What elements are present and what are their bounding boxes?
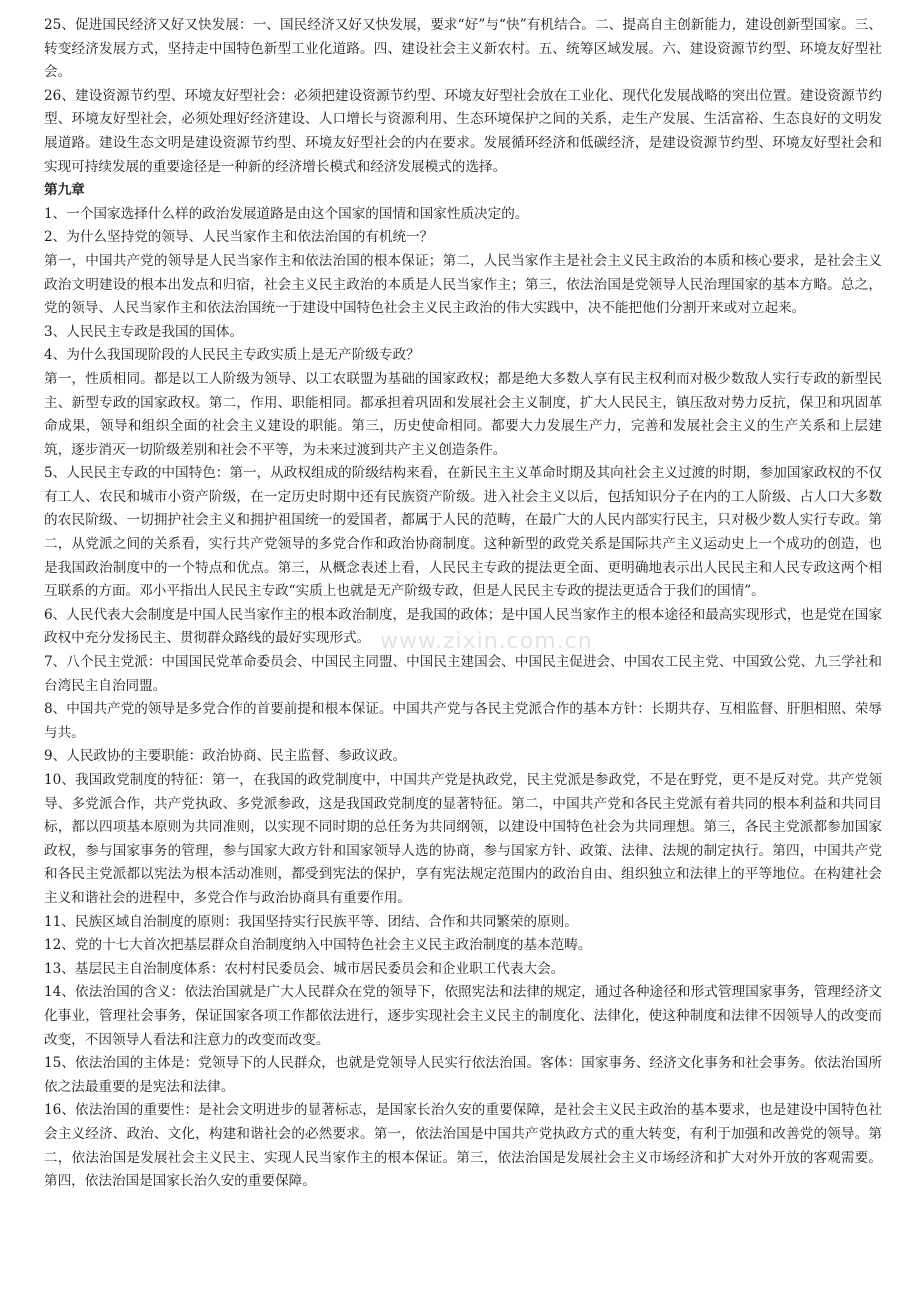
paragraph: 8、中国共产党的领导是多党合作的首要前提和根本保证。中国共产党与各民主党派合作的基本方针：长期共存、互相监督、肝胆相照、荣辱与共。 — [44, 701, 882, 741]
paragraph: 12、党的十七大首次把基层群众自治制度纳入中国特色社会主义民主政治制度的基本范畴。 — [44, 937, 592, 954]
document-body — [44, 14, 882, 1194]
chapter-heading: 第九章 — [44, 182, 85, 199]
paragraph: 2、为什么坚持党的领导、人民当家作主和依法治国的有机统一？ — [44, 229, 434, 246]
paragraph: 4、为什么我国现阶段的人民民主专政实质上是无产阶级专政？ — [44, 347, 420, 364]
paragraph: 25、促进国民经济又好又快发展：一、国民经济又好又快发展，要求“好”与“快”有机结合。二、提高自主创新能力，建设创新型国家。三、转变经济发展方式，坚持走中国特色新型工业化道路。四、建设社会主义新农村。五、统筹区域发展。六、建设资源节约型、环境友好型社会。 — [44, 17, 882, 81]
watermark: www.zixin.com.cn — [380, 629, 593, 654]
paragraph: 9、人民政协的主要职能：政治协商、民主监督、参政议政。 — [44, 748, 407, 765]
paragraph: 15、依法治国的主体是：党领导下的人民群众，也就是党领导人民实行依法治国。客体：国家事务、经济文化事务和社会事务。依法治国所依之法最重要的是宪法和法律。 — [44, 1055, 882, 1095]
paragraph: 16、依法治国的重要性：是社会文明进步的显著标志，是国家长治久安的重要保障，是社会主义民主政治的基本要求，也是建设中国特色社会主义经济、政治、文化，构建和谐社会的必然要求。第一，依法治国是中国共产党执政方式的重大转变，有利于加强和改善党的领导。第二，依法治国是发展社会主义民主、实现人民当家作主的根本保证。第三，依法治国是发展社会主义市场经济和扩大对外开放的客观需要。第四，依法治国是国家长治久安的重要保障。 — [44, 1102, 882, 1190]
paragraph: 10、我国政党制度的特征：第一，在我国的政党制度中，中国共产党是执政党，民主党派是参政党，不是在野党，更不是反对党。共产党领导、多党派合作，共产党执政、多党派参政，这是我国政党制度的显著特征。第二，中国共产党和各民主党派有着共同的根本利益和共同目标，都以四项基本原则为共同准则，以实现不同时期的总任务为共同纲领，以建设中国特色社会为共同理想。第三，各民主党派都参加国家政权，参与国家事务的管理，参与国家大政方针和国家领导人选的协商，参与国家方针、政策、法律、法规的制定执行。第四，中国共产党和各民主党派都以宪法为根本活动准则，都受到宪法的保护，享有宪法规定范围内的政治自由、组织独立和法律上的平等地位。在构建社会主义和谐社会的进程中，多党合作与政治协商具有重要作用。 — [44, 772, 882, 906]
paragraph: 5、人民民主专政的中国特色：第一，从政权组成的阶级结构来看，在新民主主义革命时期及其向社会主义过渡的时期，参加国家政权的不仅有工人、农民和城市小资产阶级，在一定历史时期中还有民族资产阶级。进入社会主义以后，包括知识分子在内的工人阶级、占人口大多数的农民阶级、一切拥护社会主义和拥护祖国统一的爱国者，都属于人民的范畴，在最广大的人民内部实行民主，只对极少数人实行专政。第二，从党派之间的关系看，实行共产党领导的多党合作和政治协商制度。这种新型的政党关系是国际共产主义运动史上一个成功的创造，也是我国政治制度中的一个特点和优点。第三，从概念表述上看，人民民主专政的提法更全面、更明确地表示出人民民主和人民专政这两个相互联系的方面。邓小平指出人民民主专政“实质上也就是无产阶级专政，但是人民民主专政的提法更适合于我们的国情”。 — [44, 465, 882, 600]
paragraph: 14、依法治国的含义：依法治国就是广大人民群众在党的领导下，依照宪法和法律的规定，通过各种途径和形式管理国家事务，管理经济文化事业，管理社会事务，保证国家各项工作都依法进行，逐步实现社会主义民主的制度化、法律化，使这种制度和法律不因领导人的改变而改变，不因领导人看法和注意力的改变而改变。 — [44, 984, 882, 1048]
paragraph: 26、建设资源节约型、环境友好型社会：必须把建设资源节约型、环境友好型社会放在工业化、现代化发展战略的突出位置。建设资源节约型、环境友好型社会，必须处理好经济建设、人口增长与资源利用、生态环境保护之间的关系，走生产发展、生活富裕、生态良好的文明发展道路。建设生态文明是建设资源节约型、环境友好型社会的内在要求。发展循环经济和低碳经济，是建设资源节约型、环境友好型社会和实现可持续发展的重要途径是一种新的经济增长模式和经济发展模式的选择。 — [44, 87, 882, 175]
paragraph: 7、八个民主党派：中国国民党革命委员会、中国民主同盟、中国民主建国会、中国民主促进会、中国农工民主党、中国致公党、九三学社和台湾民主自治同盟。 — [44, 654, 882, 694]
paragraph: 11、民族区域自治制度的原则：我国坚持实行民族平等、团结、合作和共同繁荣的原则。 — [44, 913, 578, 930]
paragraph: 第一，中国共产党的领导是人民当家作主和依法治国的根本保证；第二，人民当家作主是社会主义民主政治的本质和核心要求，是社会主义政治文明建设的根本出发点和归宿，社会主义民主政治的本质是人民当家作主；第三，依法治国是党领导人民治理国家的基本方略。总之，党的领导、人民当家作主和依法治国统一于建设中国特色社会主义民主政治的伟大实践中，决不能把他们分割开来或对立起来。 — [44, 252, 882, 317]
paragraph: 1、一个国家选择什么样的政治发展道路是由这个国家的国情和国家性质决定的。 — [44, 205, 529, 222]
paragraph: 13、基层民主自治制度体系：农村村民委员会、城市居民委员会和企业职工代表大会。 — [44, 960, 565, 977]
paragraph: 3、人民民主专政是我国的国体。 — [44, 323, 243, 340]
paragraph: 6、人民代表大会制度是中国人民当家作主的根本政治制度，是我国的政体；是中国人民当家作主的根本途径和最高实现形式，也是党在国家政权中充分发扬民主、贯彻群众路线的最好实现形式。 — [44, 606, 882, 647]
paragraph: 第一，性质相同。都是以工人阶级为领导、以工农联盟为基础的国家政权；都是绝大多数人享有民主权利而对极少数敌人实行专政的新型民主、新型专政的国家政权。第二，作用、职能相同。都承担着巩固和发展社会主义制度，扩大人民民主，镇压敌对势力反抗，保卫和巩固革命成果，领导和组织全面的社会主义建设的职能。第三，历史使命相同。都要大力发展生产力，完善和发展社会主义的生产关系和上层建筑，逐步消灭一切阶级差别和社会不平等，为未来过渡到共产主义创造条件。 — [44, 370, 882, 458]
